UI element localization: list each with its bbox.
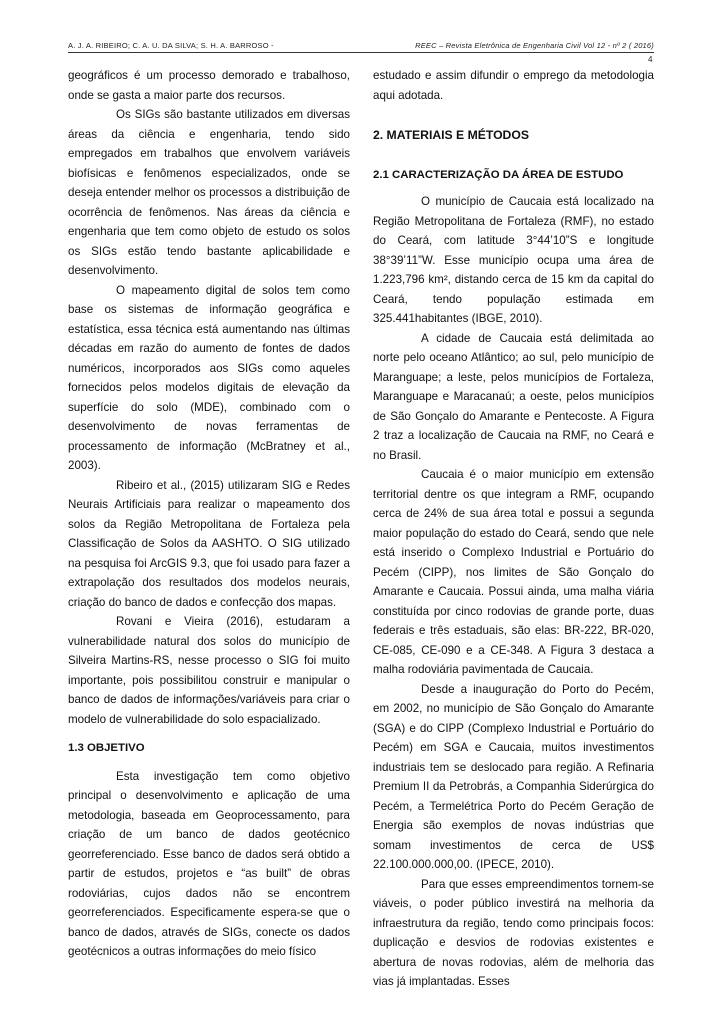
- paragraph: O mapeamento digital de solos tem como base os sistemas de informação geográfica e estatística, essa técnica está aumentando nas últimas décadas em razão do aumento de fontes de dados numéricos, incorporados aos SIGs como aqueles fornecidos pelos modelos digitais de elevação da superfície do solo (MDE), combinado com o desenvolvimento de novas ferramentas de processamento de informação (McBratney et al., 2003).: [68, 283, 350, 472]
- header-rule: [68, 52, 654, 53]
- paragraph: Rovani e Vieira (2016), estudaram a vulnerabilidade natural dos solos do município de Silveira Martins-RS, nesse processo o SIG foi muito importante, pois possibilitou construir e manipular o banco de dados de informações/variáveis para criar o modelo de vulnerabilidade do solo espacializado.: [68, 615, 350, 726]
- paragraph: Ribeiro et al., (2015) utilizaram SIG e Redes Neurais Artificiais para realizar o mapeamento dos solos da Região Metropolitana de Fortaleza pela Classificação de Solos da AASHTO. O SIG utilizado na pesquisa foi ArcGIS 9.3, que foi usado para fazer a extrapolação dos resultados dos modelos neurais, criação do banco de dados e confecção dos mapas.: [68, 478, 350, 609]
- paragraph: estudado e assim difundir o emprego da metodologia aqui adotada.: [373, 69, 654, 102]
- paragraph: A cidade de Caucaia está delimitada ao norte pelo oceano Atlântico; ao sul, pelo município de Maranguape; a leste, pelos municípios de Fortaleza, Maranguape e Maracanaú; a oeste, pelos municípios de São Gonçalo do Amarante e Pentecoste. A Figura 2 traz a localização de Caucaia na RMF, no Ceará e no Brasil.: [373, 331, 654, 462]
- page-number: 4: [648, 55, 653, 64]
- section-heading: 1.3 OBJETIVO: [68, 742, 145, 754]
- section-heading: 2. MATERIAIS E MÉTODOS: [373, 128, 529, 142]
- paragraph: Para que esses empreendimentos tornem-se viáveis, o poder público investirá na melhoria da infraestrutura da região, tendo como principais focos: duplicação e desvios de rodovias existentes e abertura de novas rodovias, além de melhoria das vias já implantadas. Esses: [373, 877, 654, 988]
- paragraph: Os SIGs são bastante utilizados em diversas áreas da ciência e engenharia, tendo sido empregados em trabalhos que envolvem variáveis biofísicas e fenômenos especializados, onde se deseja entender melhor os processos a distribuição de ocorrência de fenômenos. Nas áreas da ciência e engenharia que tem como objeto de estudo os solos os SIGs estão tendo bastante aplicabilidade e desenvolvimento.: [68, 108, 350, 277]
- paragraph: O município de Caucaia está localizado na Região Metropolitana de Fortaleza (RMF), no estado do Ceará, com latitude 3°44’10”S e longitude 38°39’11”W. Esse município ocupa uma área de 1.223,796 km², distando cerca de 15 km da capital do Ceará, tendo população estimada em 325.441habitantes (IBGE, 2010).: [373, 195, 654, 325]
- paragraph: Esta investigação tem como objetivo principal o desenvolvimento e aplicação de uma metodologia, baseada em Geoprocessamento, para criação de um banco de dados geotécnico georreferenciado. Esse banco de dados será obtido a partir de estudos, projetos e “as built” de obras rodoviárias, cujos dados não se encontrem georreferenciados. Especificamente espera-se que o banco de dados, através de SIGs, conecte os dados geotécnicos a outras informações do meio físico: [68, 769, 350, 958]
- right-column: [373, 66, 654, 992]
- left-column: [68, 66, 350, 962]
- paragraph: Desde a inauguração do Porto do Pecém, em 2002, no município de São Gonçalo do Amarante (SGA) e do CIPP (Complexo Industrial e Portuário do Pecém) em SGA e Caucaia, muitos investimentos industriais tem se deslocado para região. A Refinaria Premium II da Petrobrás, a Companhia Siderúrgica do Pecém, a Termelétrica Porto do Pecém Geração de Energia são exemplos de novas indústrias que somam investimentos de cerca de US$ 22.100.000.000,00. (IPECE, 2010).: [373, 682, 654, 871]
- paragraph: geográficos é um processo demorado e trabalhoso, onde se gasta a maior parte dos recursos.: [68, 69, 350, 102]
- subsection-heading: 2.1 CARACTERIZAÇÃO DA ÁREA DE ESTUDO: [373, 168, 624, 181]
- header-journal: REEC – Revista Eletrônica de Engenharia Civil Vol 12 - nº 2 ( 2016): [415, 41, 654, 50]
- paragraph: Caucaia é o maior município em extensão territorial dentre os que integram a RMF, ocupando cerca de 24% de sua área total e possui a segunda maior população do estado do Ceará, sendo que nele está inserido o Complexo Industrial e Portuário do Pecém (CIPP), nos limites de São Gonçalo do Amarante e Caucaia. Possui ainda, uma malha viária constituída por cinco rodovias de grande porte, duas federais e três estaduais, são elas: BR-222, BR-020, CE-085, CE-090 e a CE-348. A Figura 3 destaca a malha rodoviária pavimentada de Caucaia.: [373, 468, 654, 676]
- header-authors: A. J. A. RIBEIRO; C. A. U. DA SILVA; S. H. A. BARROSO -: [68, 41, 274, 50]
